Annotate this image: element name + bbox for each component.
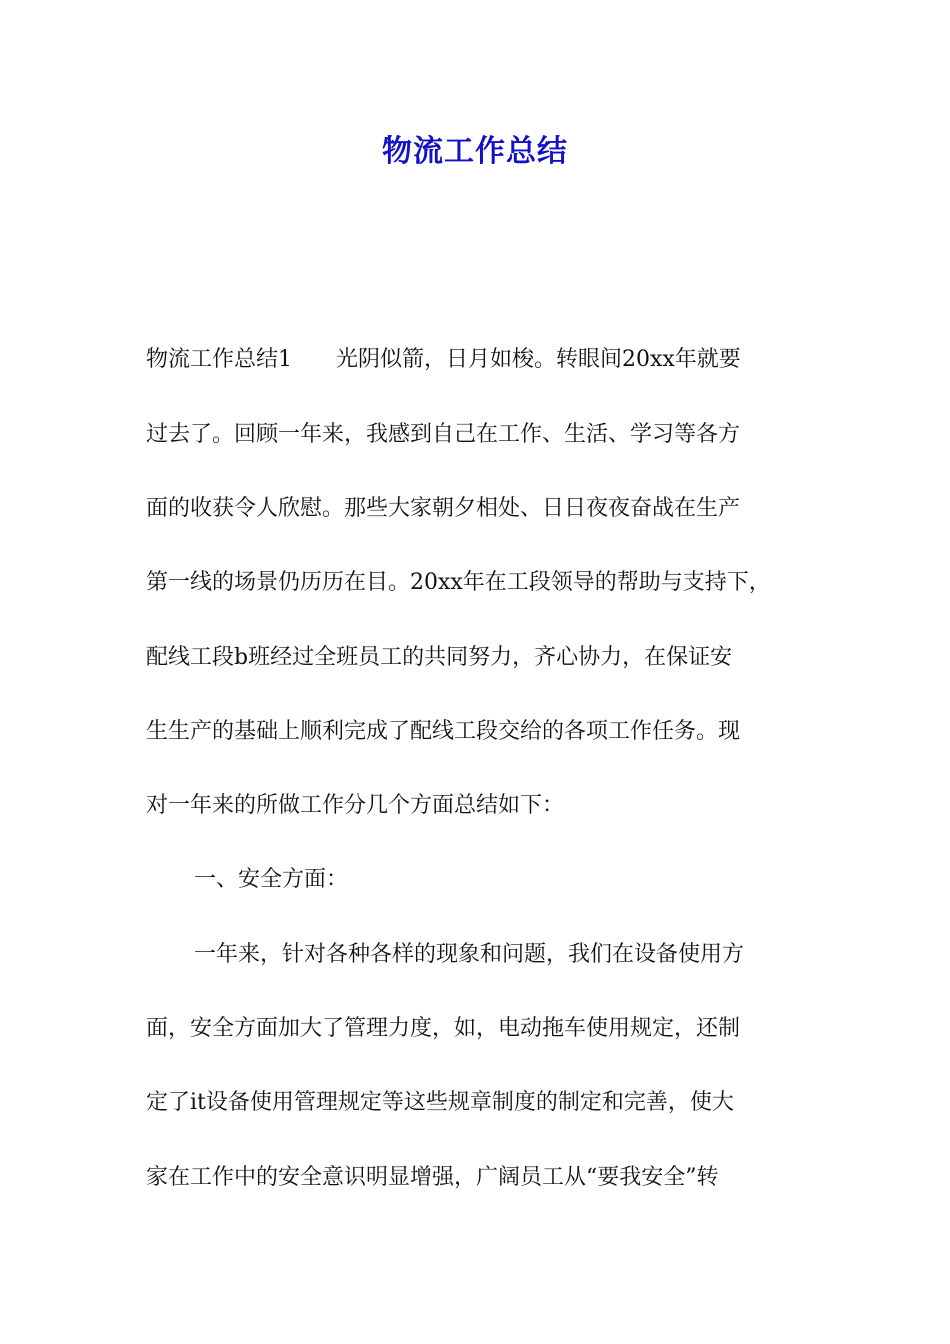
- paragraph-line: 一年来，针对各种各样的现象和问题，我们在设备使用方: [194, 942, 745, 967]
- paragraph-line: 物流工作总结1 光阴似箭，日月如梭。转眼间20xx年就要: [146, 347, 741, 372]
- page-title: 物流工作总结: [382, 134, 568, 169]
- section-heading: 一、安全方面：: [194, 867, 349, 892]
- paragraph-line: 面的收获令人欣慰。那些大家朝夕相处、日日夜夜奋战在生产: [146, 496, 741, 521]
- paragraph-line: 配线工段b班经过全班员工的共同努力，齐心协力，在保证安: [146, 645, 733, 670]
- paragraph-line: 生生产的基础上顺利完成了配线工段交给的各项工作任务。现: [146, 719, 741, 744]
- paragraph-line: 面，安全方面加大了管理力度，如，电动拖车使用规定，还制: [146, 1016, 741, 1041]
- paragraph-line: 第一线的场景仍历历在目。20xx年在工段领导的帮助与支持下，: [146, 570, 771, 595]
- paragraph-line: 过去了。回顾一年来，我感到自己在工作、生活、学习等各方: [146, 422, 741, 447]
- paragraph-line: 家在工作中的安全意识明显增强，广阔员工从“要我安全”转: [146, 1165, 719, 1190]
- paragraph-line: 定了it设备使用管理规定等这些规章制度的制定和完善，使大: [146, 1090, 734, 1115]
- paragraph-line: 对一年来的所做工作分几个方面总结如下：: [146, 793, 565, 818]
